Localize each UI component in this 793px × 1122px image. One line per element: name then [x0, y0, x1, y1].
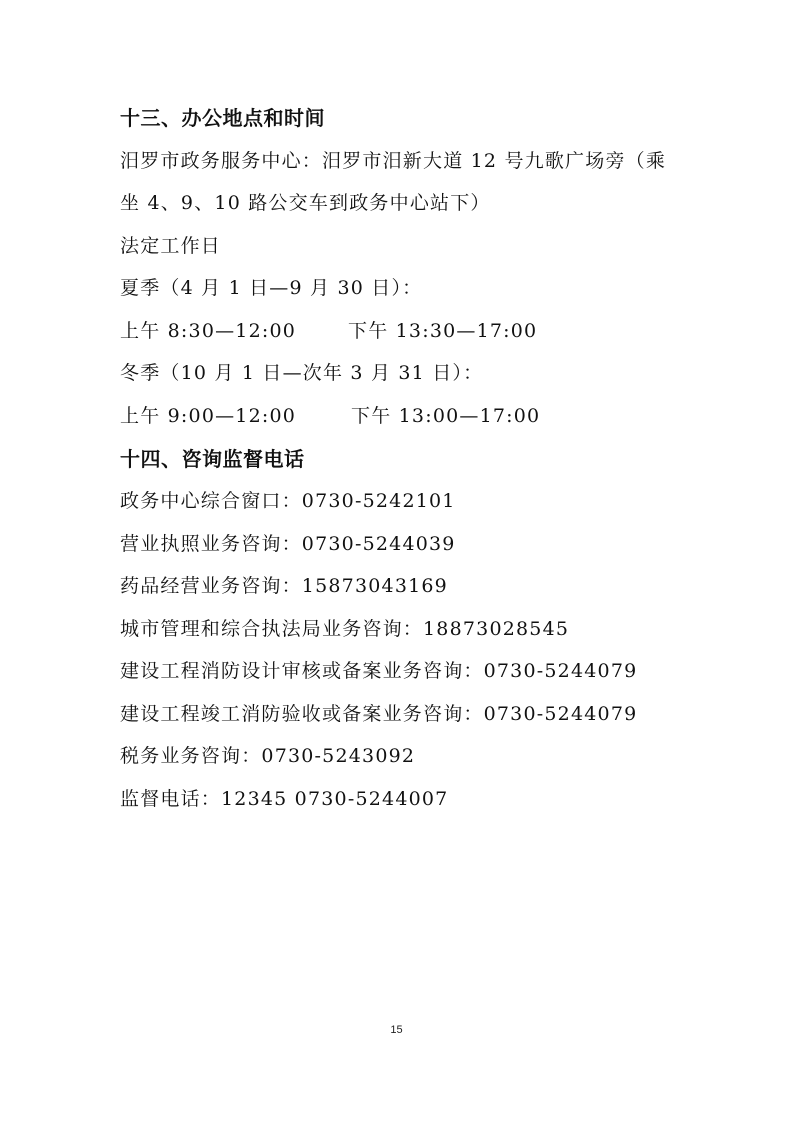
winter-hours-label: 冬季（10 月 1 日—次年 3 月 31 日）： — [120, 362, 484, 384]
contact-fire-design-review: 建设工程消防设计审核或备案业务咨询：0730-5244079 — [120, 660, 638, 682]
summer-morning-hours: 上午 8:30—12:00 — [120, 320, 297, 342]
contact-drug-business: 药品经营业务咨询：15873043169 — [120, 575, 448, 597]
office-location-line-2: 坐 4、9、10 路公交车到政务中心站下） — [120, 192, 491, 214]
contact-urban-management: 城市管理和综合执法局业务咨询：18873028545 — [120, 618, 570, 640]
workday-label: 法定工作日 — [120, 235, 222, 257]
contact-business-license: 营业执照业务咨询：0730-5244039 — [120, 533, 456, 555]
contact-fire-acceptance: 建设工程竣工消防验收或备案业务咨询：0730-5244079 — [120, 703, 638, 725]
summer-hours-label: 夏季（4 月 1 日—9 月 30 日）： — [120, 277, 423, 299]
page-number: 15 — [390, 1024, 403, 1036]
section-13-heading: 十三、办公地点和时间 — [120, 106, 325, 130]
winter-afternoon-hours: 下午 13:00—17:00 — [351, 405, 541, 427]
summer-afternoon-hours: 下午 13:30—17:00 — [348, 320, 538, 342]
winter-morning-hours: 上午 9:00—12:00 — [120, 405, 297, 427]
summer-hours-row — [120, 317, 537, 345]
section-14-heading: 十四、咨询监督电话 — [120, 447, 305, 471]
office-location-line-1: 汨罗市政务服务中心：汨罗市汨新大道 12 号九歌广场旁（乘 — [120, 150, 667, 172]
winter-hours-row — [120, 402, 540, 430]
contact-tax: 税务业务咨询：0730-5243092 — [120, 745, 416, 767]
contact-supervision-hotline: 监督电话：12345 0730-5244007 — [120, 788, 449, 810]
contact-service-center-window: 政务中心综合窗口：0730-5242101 — [120, 490, 456, 512]
